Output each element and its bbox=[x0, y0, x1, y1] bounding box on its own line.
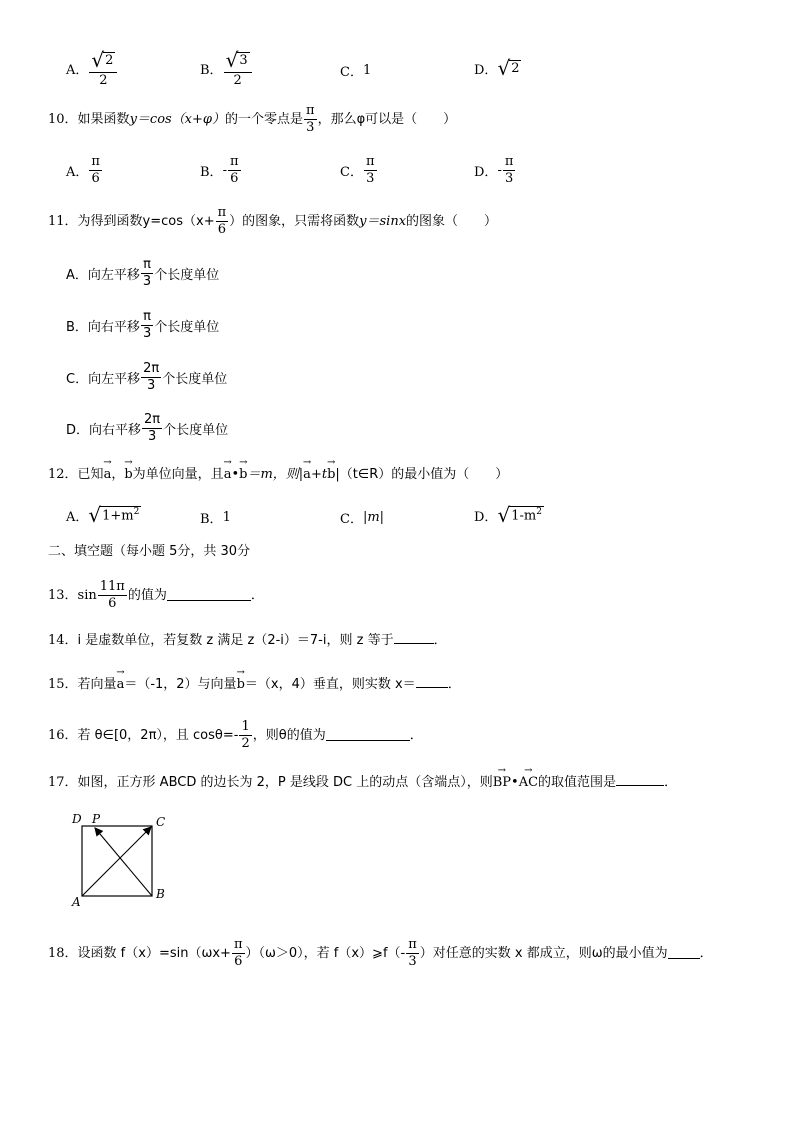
question-text: 为单位向量，且 bbox=[132, 467, 224, 482]
question-18 bbox=[48, 938, 713, 968]
option-label: D． bbox=[66, 422, 90, 438]
fraction bbox=[98, 580, 127, 610]
question-text: i 是虚数单位，若复数 z 满足 z（2-i）＝7-i，则 z 等于 bbox=[77, 633, 394, 648]
option-label: D． bbox=[474, 509, 498, 525]
numerator: 1 bbox=[241, 719, 250, 734]
label-a: A bbox=[72, 895, 81, 908]
question-text: ）（ω＞0），若 f（x）⩾f（- bbox=[245, 945, 406, 961]
option-label: B． bbox=[200, 164, 223, 180]
option-label: B． bbox=[200, 512, 223, 527]
question-number: 17． bbox=[48, 775, 78, 790]
function-expr: sin bbox=[77, 587, 97, 603]
numerator: π bbox=[233, 937, 243, 952]
vector-b: → b bbox=[239, 468, 247, 481]
fraction bbox=[239, 720, 251, 750]
vector-ac: → AC bbox=[519, 776, 538, 789]
fraction bbox=[406, 938, 419, 968]
option-label: A． bbox=[66, 164, 89, 180]
option-label: C． bbox=[340, 65, 363, 80]
q11-option-b bbox=[66, 310, 219, 340]
numerator: π bbox=[217, 205, 227, 220]
question-text: ＝（-1，2）与向量 bbox=[124, 677, 237, 692]
question-text: |（t∈R）的最小值为（ ） bbox=[335, 467, 509, 482]
q10-option-c bbox=[340, 155, 378, 185]
denominator: 6 bbox=[230, 170, 239, 186]
question-number: 10． bbox=[48, 111, 78, 127]
answer-blank[interactable] bbox=[326, 730, 410, 741]
numerator: π bbox=[229, 154, 239, 169]
option-text: 个长度单位 bbox=[163, 422, 229, 438]
q9-option-a bbox=[66, 50, 118, 87]
option-label: A． bbox=[66, 509, 89, 525]
radicand: 2 bbox=[511, 60, 520, 76]
denominator: 3 bbox=[408, 953, 417, 969]
numerator: π bbox=[306, 103, 315, 118]
question-number: 18． bbox=[48, 945, 78, 961]
option-text: 向左平移 bbox=[87, 267, 140, 283]
fraction bbox=[503, 155, 516, 185]
sign: - bbox=[222, 162, 227, 178]
label-c: C bbox=[156, 815, 166, 829]
vector-a: → a bbox=[303, 468, 311, 481]
option-text: |m| bbox=[362, 510, 385, 525]
denominator: 3 bbox=[366, 170, 375, 186]
option-text: 个长度单位 bbox=[154, 319, 220, 335]
q12-option-d: D． √ $1-m^2$ bbox=[474, 503, 542, 527]
denominator: 3 bbox=[147, 377, 156, 393]
question-text: ＝（x，4）垂直，则实数 x＝ bbox=[244, 677, 416, 692]
question-11 bbox=[48, 206, 497, 236]
label-p: P bbox=[92, 812, 101, 826]
label-d: D bbox=[72, 812, 82, 826]
fraction bbox=[232, 938, 245, 968]
radicand: 2 bbox=[105, 52, 114, 68]
denominator: 6 bbox=[217, 221, 226, 237]
question-text: ＝m，则| bbox=[247, 467, 304, 482]
question-text: ）的图象，只需将函数 bbox=[229, 213, 360, 229]
dot-operator: • bbox=[231, 467, 240, 482]
denominator: 2 bbox=[233, 72, 242, 88]
denominator: 3 bbox=[147, 428, 157, 444]
question-text: 如图，正方形 ABCD 的边长为 2，P 是线段 DC 上的动点（含端点），则 bbox=[77, 775, 493, 790]
option-label: A． bbox=[66, 267, 88, 283]
q12-option-c bbox=[340, 508, 384, 527]
option-text: 向右平移 bbox=[87, 319, 140, 335]
fraction bbox=[304, 104, 317, 134]
question-number: 11． bbox=[48, 213, 78, 229]
numerator: π bbox=[365, 154, 375, 169]
numerator: π bbox=[143, 309, 151, 324]
square-figure bbox=[66, 808, 176, 908]
denominator: 6 bbox=[234, 953, 243, 969]
denominator: 2 bbox=[99, 72, 108, 88]
question-text: 若 θ∈[0，2π），且 cosθ=- bbox=[77, 727, 239, 743]
vector-a: → a bbox=[104, 468, 112, 481]
period: ． bbox=[699, 945, 713, 961]
numerator: π bbox=[91, 154, 100, 169]
q12-option-a: A． √ $1+m^2$ bbox=[66, 503, 140, 527]
question-text: ，那么φ可以是（ ） bbox=[317, 111, 457, 127]
denominator: 6 bbox=[91, 170, 100, 186]
denominator: 3 bbox=[142, 273, 152, 289]
question-text: 已知 bbox=[77, 467, 104, 482]
q11-option-d bbox=[66, 413, 228, 443]
question-15 bbox=[48, 677, 461, 691]
radicand: 1-m bbox=[511, 508, 537, 524]
q9-option-c bbox=[340, 61, 371, 80]
option-label: C． bbox=[66, 371, 89, 387]
vector-bp: → BP bbox=[493, 776, 511, 789]
fraction bbox=[141, 258, 153, 288]
option-label: B． bbox=[66, 319, 88, 335]
q10-option-b bbox=[200, 155, 242, 185]
q11-option-a bbox=[66, 258, 219, 288]
option-label: B． bbox=[200, 63, 223, 79]
option-label: C． bbox=[340, 164, 363, 180]
sign: - bbox=[497, 162, 502, 178]
vector-b: → b bbox=[327, 468, 335, 481]
fraction bbox=[89, 155, 102, 185]
denominator: 3 bbox=[142, 325, 152, 341]
answer-blank[interactable] bbox=[394, 633, 434, 644]
vector-a: → a bbox=[117, 678, 125, 691]
question-text: ）对任意的实数 x 都成立，则ω的最小值为 bbox=[419, 945, 668, 961]
period: ． bbox=[447, 677, 461, 692]
function-expr: y＝cos（x+φ） bbox=[129, 111, 226, 127]
question-16 bbox=[48, 720, 423, 750]
numerator: π bbox=[408, 937, 417, 952]
vector-a: → a bbox=[224, 468, 232, 481]
question-17 bbox=[48, 775, 677, 789]
numerator: π bbox=[504, 154, 514, 169]
answer-blank[interactable] bbox=[416, 677, 448, 688]
label-b: B bbox=[156, 887, 165, 901]
numerator: 2π bbox=[143, 361, 160, 376]
option-label: A． bbox=[66, 63, 89, 79]
q10-option-a bbox=[66, 155, 103, 185]
numerator: π bbox=[143, 257, 151, 272]
option-text: 向右平移 bbox=[89, 422, 142, 438]
fraction bbox=[216, 206, 229, 236]
question-10 bbox=[48, 104, 456, 134]
fraction bbox=[364, 155, 377, 185]
fraction: √ 3 2 bbox=[224, 50, 252, 87]
exponent: 2 bbox=[536, 507, 542, 518]
option-text: 向左平移 bbox=[88, 371, 141, 387]
denominator: 3 bbox=[504, 170, 514, 186]
fraction bbox=[142, 413, 162, 443]
fraction bbox=[141, 362, 161, 392]
q9-option-d: D． √ 2 bbox=[474, 56, 520, 80]
numerator: 2π bbox=[144, 412, 161, 427]
question-number: 15． bbox=[48, 677, 78, 692]
question-number: 14． bbox=[48, 633, 78, 648]
section-heading: 二、填空题（每小题 5分，共 30分 bbox=[48, 544, 251, 559]
option-label: D． bbox=[474, 164, 498, 180]
question-text: ，则θ的值为 bbox=[252, 727, 326, 743]
question-12 bbox=[48, 468, 508, 481]
question-text: 的值为 bbox=[127, 587, 167, 603]
question-number: 16． bbox=[48, 727, 78, 743]
option-label: C． bbox=[340, 512, 363, 527]
option-text: 个长度单位 bbox=[154, 267, 220, 283]
answer-blank[interactable] bbox=[668, 948, 700, 959]
question-text: 设函数 f（x）=sin（ωx+ bbox=[77, 945, 231, 961]
answer-blank[interactable] bbox=[167, 590, 251, 601]
denominator: 3 bbox=[306, 119, 315, 135]
fraction: √ 2 2 bbox=[89, 50, 117, 87]
question-text: 若向量 bbox=[77, 677, 117, 692]
option-text: 个长度单位 bbox=[162, 371, 228, 387]
question-text: 的一个零点是 bbox=[225, 111, 304, 127]
question-text: +t bbox=[310, 467, 328, 482]
function-expr: y＝sinx bbox=[359, 213, 407, 229]
period: ． bbox=[250, 587, 264, 603]
exponent: 2 bbox=[133, 507, 140, 518]
option-text: 1 bbox=[222, 510, 231, 525]
q12-option-b bbox=[200, 508, 231, 527]
vector-b: → b bbox=[237, 678, 245, 691]
period: ． bbox=[409, 727, 423, 743]
numerator: 11π bbox=[99, 579, 125, 594]
question-text: 如果函数 bbox=[77, 111, 130, 127]
question-text: 为得到函数y=cos（x+ bbox=[77, 213, 215, 229]
dot-operator: • bbox=[511, 775, 519, 790]
question-text: ， bbox=[111, 467, 125, 482]
period: ． bbox=[664, 775, 678, 790]
option-label: D． bbox=[474, 62, 498, 78]
question-number: 12． bbox=[48, 467, 78, 482]
q11-option-c bbox=[66, 362, 227, 392]
period: ． bbox=[433, 633, 447, 648]
answer-blank[interactable] bbox=[616, 775, 664, 786]
radicand: 1+m bbox=[102, 508, 134, 524]
fraction bbox=[228, 155, 241, 185]
vector-bp-arrow bbox=[95, 828, 152, 896]
question-number: 13． bbox=[48, 587, 78, 603]
q10-option-d bbox=[474, 155, 516, 185]
option-text: 1 bbox=[362, 63, 372, 78]
denominator: 6 bbox=[108, 595, 117, 611]
vector-ac-arrow bbox=[82, 827, 151, 896]
question-13 bbox=[48, 580, 264, 610]
fraction bbox=[141, 310, 153, 340]
denominator: 2 bbox=[241, 735, 250, 751]
question-text: 的图象（ ） bbox=[406, 213, 498, 229]
radicand: 3 bbox=[239, 52, 248, 68]
question-14 bbox=[48, 633, 447, 647]
vector-b: → b bbox=[124, 468, 132, 481]
question-text: 的取值范围是 bbox=[538, 775, 617, 790]
q9-option-b bbox=[200, 50, 253, 87]
